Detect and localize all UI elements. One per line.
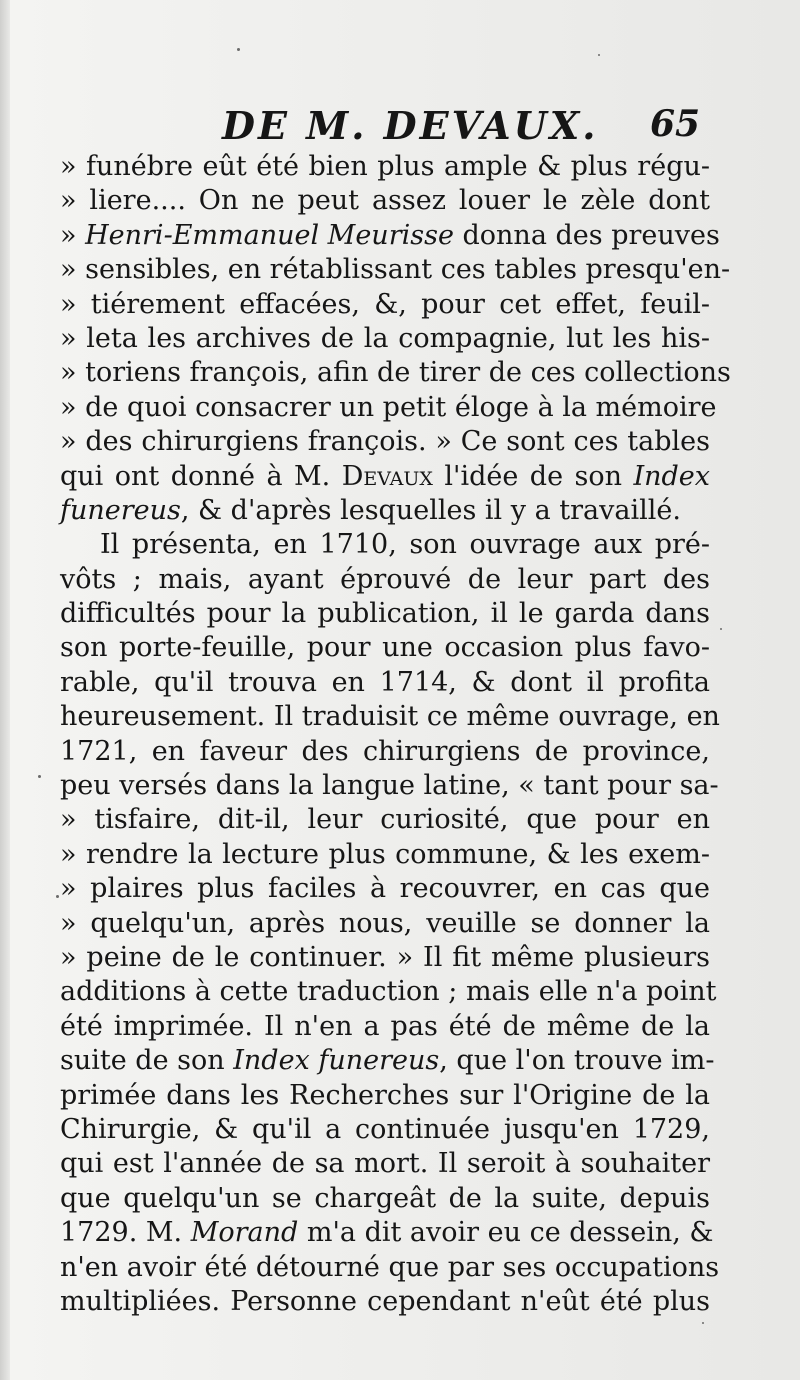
paper-speck bbox=[56, 895, 59, 898]
text-run: , que l'on trouve im- bbox=[439, 1045, 715, 1077]
text-line bbox=[60, 1113, 710, 1147]
text-line bbox=[60, 184, 710, 218]
text-run: heureusement. Il traduisit ce même ouvrage, en bbox=[60, 701, 720, 733]
text-run: » leta les archives de la compagnie, lut les his- bbox=[60, 322, 710, 354]
text-line bbox=[60, 1044, 715, 1078]
text-line bbox=[60, 253, 731, 287]
italic-text: Morand bbox=[190, 1217, 299, 1249]
text-run: Il présenta, en 1710, son ouvrage aux pré- bbox=[100, 529, 710, 561]
text-run: l'idée de son bbox=[432, 460, 634, 492]
text-line bbox=[60, 150, 710, 184]
text-run: » funébre eût été bien plus ample & plus régu- bbox=[60, 151, 710, 182]
text-run: » de quoi consacrer un petit éloge à la mémoire bbox=[60, 391, 717, 423]
text-line bbox=[60, 425, 710, 459]
text-run: » bbox=[60, 219, 86, 251]
text-line bbox=[60, 597, 710, 631]
text-run: peu versés dans la langue latine, « tant pour sa- bbox=[60, 770, 719, 802]
text-run: été imprimée. Il n'en a pas été de même de la bbox=[60, 1010, 710, 1042]
text-line bbox=[60, 1182, 710, 1216]
text-line bbox=[60, 803, 710, 837]
text-line bbox=[60, 1010, 710, 1044]
text-run: » plaires plus faciles à recouvrer, en cas que bbox=[60, 873, 710, 905]
text-line bbox=[60, 907, 710, 941]
text-run: suite de son bbox=[60, 1045, 234, 1077]
text-line bbox=[60, 1216, 714, 1250]
text-run: » quelqu'un, après nous, veuille se donner la bbox=[60, 907, 710, 939]
text-line bbox=[60, 1147, 710, 1181]
text-run: rable, qu'il trouva en 1714, & dont il profita bbox=[60, 666, 710, 698]
text-line bbox=[60, 700, 720, 734]
text-run: difficultés pour la publication, il le garda dans bbox=[60, 598, 710, 630]
text-run: Chirurgie, & qu'il a continuée jusqu'en 1729, bbox=[60, 1113, 710, 1145]
text-line bbox=[60, 872, 710, 906]
text-line bbox=[60, 288, 710, 322]
text-line bbox=[60, 528, 710, 562]
text-run: » toriens françois, afin de tirer de ces collections bbox=[60, 357, 731, 389]
page-header bbox=[0, 103, 800, 153]
text-run: » peine de le continuer. » Il fit même plusieurs bbox=[60, 941, 710, 973]
paper-speck bbox=[720, 628, 722, 630]
text-run: additions à cette traduction ; mais elle n'a point bbox=[60, 976, 717, 1008]
text-line bbox=[60, 735, 710, 769]
text-line bbox=[60, 219, 720, 253]
text-run: » rendre la lecture plus commune, & les exem- bbox=[60, 838, 710, 870]
text-run: 1721, en faveur des chirurgiens de province, bbox=[60, 735, 710, 767]
text-line bbox=[60, 1251, 720, 1285]
text-run: » liere.... On ne peut assez louer le zèle dont bbox=[60, 185, 710, 217]
body-text bbox=[60, 150, 731, 1319]
text-line bbox=[60, 1285, 710, 1319]
text-line bbox=[60, 356, 731, 390]
text-run: » sensibles, en rétablissant ces tables presqu'en- bbox=[60, 254, 731, 286]
text-line bbox=[60, 631, 710, 665]
text-run: vôts ; mais, ayant éprouvé de leur part des bbox=[60, 563, 710, 595]
running-head: DE M. DEVAUX. bbox=[222, 103, 599, 148]
text-run: son porte-feuille, pour une occasion plus favo- bbox=[60, 632, 710, 664]
text-line bbox=[60, 941, 710, 975]
text-run: donna des preuves bbox=[453, 219, 720, 251]
text-run: n'en avoir été détourné que par ses occupations bbox=[60, 1251, 720, 1283]
text-run: qui ont donné à M. bbox=[60, 460, 342, 492]
text-run: » tiérement effacées, &, pour cet effet, feuil- bbox=[60, 288, 710, 320]
text-run: , & d'après lesquelles il y a travaillé. bbox=[180, 494, 681, 526]
text-run: multipliées. Personne cependant n'eût été plus bbox=[60, 1285, 710, 1317]
text-run: » des chirurgiens françois. » Ce sont ces tables bbox=[60, 426, 710, 458]
text-line bbox=[60, 563, 710, 597]
text-run: 1729. M. bbox=[60, 1217, 191, 1249]
page-number: 65 bbox=[650, 103, 701, 145]
text-line bbox=[60, 494, 710, 528]
italic-text: funereus bbox=[60, 494, 181, 526]
text-line bbox=[60, 391, 717, 425]
italic-text: Henri-Emmanuel Meurisse bbox=[85, 219, 454, 251]
text-line bbox=[60, 838, 710, 872]
paper-speck bbox=[237, 48, 240, 51]
italic-text: Index bbox=[633, 460, 711, 492]
paper-speck bbox=[38, 775, 41, 778]
text-run: m'a dit avoir eu ce dessein, & bbox=[298, 1217, 714, 1249]
text-line bbox=[60, 460, 710, 494]
text-line bbox=[60, 1079, 710, 1113]
paper-speck bbox=[702, 1322, 704, 1324]
page-gutter-shadow bbox=[0, 0, 10, 1380]
text-run: primée dans les Recherches sur l'Origine de la bbox=[60, 1079, 710, 1111]
small-caps-text: Devaux bbox=[341, 460, 433, 492]
text-run: » tisfaire, dit-il, leur curiosité, que pour en bbox=[60, 804, 710, 836]
paper-speck bbox=[598, 54, 600, 56]
text-run: qui est l'année de sa mort. Il seroit à souhaiter bbox=[60, 1148, 710, 1180]
text-line bbox=[60, 769, 719, 803]
text-line bbox=[60, 322, 710, 356]
text-run: que quelqu'un se chargeât de la suite, depuis bbox=[60, 1182, 710, 1214]
italic-text: Index funereus bbox=[233, 1045, 440, 1077]
text-line bbox=[60, 666, 710, 700]
text-line bbox=[60, 975, 717, 1009]
